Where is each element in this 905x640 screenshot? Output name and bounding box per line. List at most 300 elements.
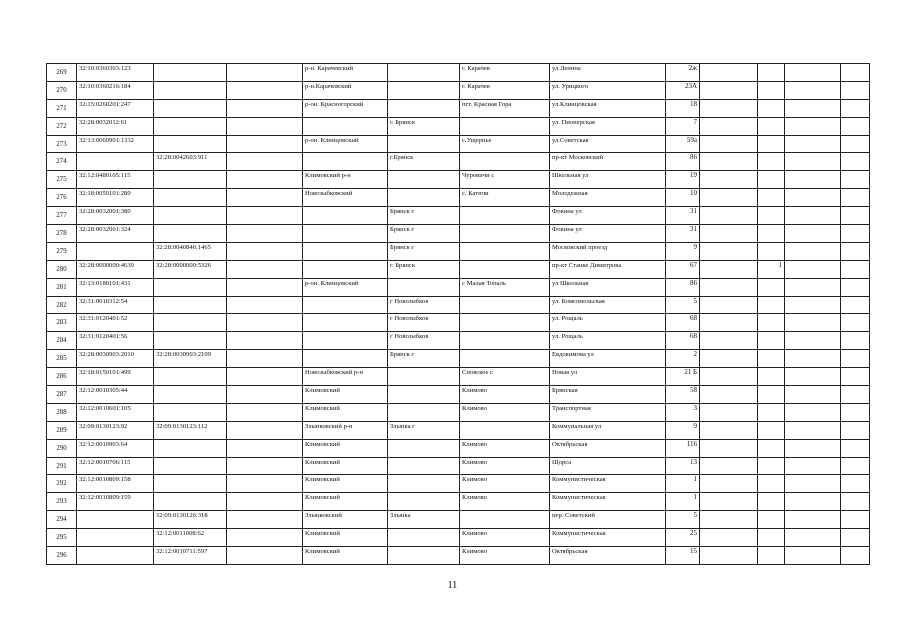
district <box>303 260 388 278</box>
extra-col-1 <box>700 242 758 260</box>
extra-col-4 <box>841 421 870 439</box>
district: Новозыбковский <box>303 189 388 207</box>
extra-col-4 <box>841 332 870 350</box>
row-number: 270 <box>47 81 77 99</box>
street: ул. Пионерская <box>550 117 666 135</box>
empty-col <box>227 225 303 243</box>
row-number: 293 <box>47 493 77 511</box>
extra-col-1 <box>700 260 758 278</box>
row-number: 276 <box>47 189 77 207</box>
extra-col-4 <box>841 135 870 153</box>
extra-col-4 <box>841 278 870 296</box>
settlement <box>460 153 550 171</box>
extra-col-4 <box>841 189 870 207</box>
settlement <box>460 350 550 368</box>
city <box>388 171 460 189</box>
city: г.Брянск <box>388 153 460 171</box>
house-number: 67 <box>666 260 700 278</box>
extra-col-2 <box>758 296 785 314</box>
cadastral-number: 32:12:0480105:115 <box>77 171 154 189</box>
table-row <box>47 511 870 529</box>
extra-col-3 <box>785 547 841 565</box>
cadastral-number-2: 32:12:0011008:62 <box>154 529 227 547</box>
extra-col-3 <box>785 81 841 99</box>
extra-col-4 <box>841 368 870 386</box>
house-number: 13 <box>666 457 700 475</box>
empty-col <box>227 439 303 457</box>
extra-col-3 <box>785 457 841 475</box>
extra-col-1 <box>700 135 758 153</box>
row-number: 269 <box>47 64 77 82</box>
empty-col <box>227 421 303 439</box>
extra-col-3 <box>785 439 841 457</box>
cadastral-number-2: 32:28:0030903:2109 <box>154 350 227 368</box>
cadastral-number-2 <box>154 64 227 82</box>
extra-col-3 <box>785 135 841 153</box>
table-row <box>47 439 870 457</box>
settlement: Климово <box>460 475 550 493</box>
cadastral-number: 32:09:0130123:92 <box>77 421 154 439</box>
extra-col-4 <box>841 225 870 243</box>
street: Коммунистическая <box>550 493 666 511</box>
table-row <box>47 493 870 511</box>
extra-col-2 <box>758 332 785 350</box>
extra-col-2: 1 <box>758 260 785 278</box>
extra-col-4 <box>841 547 870 565</box>
row-number: 295 <box>47 529 77 547</box>
house-number: 19 <box>666 171 700 189</box>
extra-col-1 <box>700 386 758 404</box>
district: Климовский <box>303 475 388 493</box>
street: Новая ул <box>550 368 666 386</box>
cadastral-number-2 <box>154 225 227 243</box>
extra-col-4 <box>841 439 870 457</box>
row-number: 278 <box>47 225 77 243</box>
district: Климовский <box>303 403 388 421</box>
extra-col-3 <box>785 189 841 207</box>
district: Климовский <box>303 547 388 565</box>
extra-col-3 <box>785 278 841 296</box>
city: Злынка г <box>388 421 460 439</box>
city <box>388 135 460 153</box>
street: Молодежная <box>550 189 666 207</box>
table-row <box>47 529 870 547</box>
city <box>388 493 460 511</box>
city <box>388 386 460 404</box>
empty-col <box>227 457 303 475</box>
table-row <box>47 403 870 421</box>
extra-col-1 <box>700 511 758 529</box>
district: Климовский р-н <box>303 171 388 189</box>
cadastral-number: 32:12:0010601:105 <box>77 403 154 421</box>
district <box>303 242 388 260</box>
cadastral-number-2 <box>154 332 227 350</box>
house-number: 2ж <box>666 64 700 82</box>
cadastral-number: 32:15:0260201:247 <box>77 99 154 117</box>
extra-col-1 <box>700 117 758 135</box>
extra-col-2 <box>758 64 785 82</box>
street: ул Школьная <box>550 278 666 296</box>
extra-col-4 <box>841 350 870 368</box>
extra-col-3 <box>785 207 841 225</box>
city: г. Брянск <box>388 260 460 278</box>
district: Климовский <box>303 457 388 475</box>
extra-col-1 <box>700 475 758 493</box>
row-number: 294 <box>47 511 77 529</box>
house-number: 7 <box>666 117 700 135</box>
extra-col-4 <box>841 386 870 404</box>
extra-col-2 <box>758 457 785 475</box>
settlement <box>460 421 550 439</box>
row-number: 291 <box>47 457 77 475</box>
city <box>388 547 460 565</box>
cadastral-number-2 <box>154 135 227 153</box>
row-number: 296 <box>47 547 77 565</box>
house-number: 9 <box>666 242 700 260</box>
cadastral-number-2 <box>154 117 227 135</box>
cadastral-number-2: 32:09:0130126:318 <box>154 511 227 529</box>
table-row <box>47 350 870 368</box>
district: Климовский <box>303 493 388 511</box>
district: Злынковский р-н <box>303 421 388 439</box>
cadastral-number: 32:28:0032001:380 <box>77 207 154 225</box>
extra-col-4 <box>841 99 870 117</box>
cadastral-number-2 <box>154 171 227 189</box>
empty-col <box>227 135 303 153</box>
settlement: с. Катичи <box>460 189 550 207</box>
empty-col <box>227 99 303 117</box>
empty-col <box>227 314 303 332</box>
city: Злынка <box>388 511 460 529</box>
cadastral-number-2: 32:09:0130123:112 <box>154 421 227 439</box>
settlement: пгт. Красная Гора <box>460 99 550 117</box>
extra-col-2 <box>758 475 785 493</box>
house-number: 116 <box>666 439 700 457</box>
district <box>303 296 388 314</box>
cadastral-number <box>77 511 154 529</box>
extra-col-3 <box>785 171 841 189</box>
table-row <box>47 475 870 493</box>
extra-col-2 <box>758 314 785 332</box>
row-number: 279 <box>47 242 77 260</box>
extra-col-4 <box>841 207 870 225</box>
extra-col-4 <box>841 457 870 475</box>
district: Климовский <box>303 386 388 404</box>
cadastral-number: 32:12:0010903:64 <box>77 439 154 457</box>
street: Евдокимова ул <box>550 350 666 368</box>
settlement: г. Карачев <box>460 81 550 99</box>
house-number: 31 <box>666 225 700 243</box>
extra-col-3 <box>785 529 841 547</box>
settlement: Климово <box>460 457 550 475</box>
cadastral-number: 32:31:0120401:56 <box>77 332 154 350</box>
city: г Новозыбков <box>388 296 460 314</box>
district: р-н. Карачевский <box>303 64 388 82</box>
district <box>303 350 388 368</box>
district <box>303 332 388 350</box>
empty-col <box>227 332 303 350</box>
cadastral-number: 32:31:0010312:54 <box>77 296 154 314</box>
house-number: 59а <box>666 135 700 153</box>
settlement: Климово <box>460 403 550 421</box>
district <box>303 225 388 243</box>
register-table <box>46 63 870 565</box>
extra-col-2 <box>758 207 785 225</box>
row-number: 284 <box>47 332 77 350</box>
extra-col-3 <box>785 260 841 278</box>
extra-col-1 <box>700 332 758 350</box>
extra-col-2 <box>758 81 785 99</box>
house-number: 15 <box>666 547 700 565</box>
empty-col <box>227 242 303 260</box>
street: ул. Рощаль <box>550 314 666 332</box>
table-row <box>47 64 870 82</box>
cadastral-number-2: 32:28:0042603:911 <box>154 153 227 171</box>
extra-col-1 <box>700 64 758 82</box>
house-number: 9 <box>666 421 700 439</box>
cadastral-number-2 <box>154 368 227 386</box>
table-row <box>47 171 870 189</box>
street: ул. Рощаль <box>550 332 666 350</box>
cadastral-number: 32:28:0000000:4639 <box>77 260 154 278</box>
extra-col-3 <box>785 386 841 404</box>
cadastral-number <box>77 529 154 547</box>
table-row <box>47 81 870 99</box>
settlement <box>460 332 550 350</box>
extra-col-2 <box>758 189 785 207</box>
extra-col-2 <box>758 225 785 243</box>
extra-col-1 <box>700 296 758 314</box>
table-row <box>47 135 870 153</box>
street: Октябрьская <box>550 547 666 565</box>
district: Новозыбковский р-н <box>303 368 388 386</box>
cadastral-number-2 <box>154 189 227 207</box>
settlement <box>460 314 550 332</box>
cadastral-number: 32:28:0032012:61 <box>77 117 154 135</box>
table-row <box>47 547 870 565</box>
settlement: Климово <box>460 493 550 511</box>
cadastral-number-2 <box>154 278 227 296</box>
extra-col-2 <box>758 99 785 117</box>
district: Злынковский <box>303 511 388 529</box>
empty-col <box>227 547 303 565</box>
extra-col-2 <box>758 439 785 457</box>
street: Брянская <box>550 386 666 404</box>
street: Коммунистическая <box>550 529 666 547</box>
extra-col-2 <box>758 403 785 421</box>
page-number: 11 <box>447 580 458 591</box>
street: ул. Урицкого <box>550 81 666 99</box>
house-number: 2 <box>666 350 700 368</box>
extra-col-1 <box>700 189 758 207</box>
empty-col <box>227 493 303 511</box>
street: Московский проезд <box>550 242 666 260</box>
extra-col-1 <box>700 99 758 117</box>
row-number: 289 <box>47 421 77 439</box>
empty-col <box>227 260 303 278</box>
city <box>388 64 460 82</box>
table-row <box>47 260 870 278</box>
extra-col-1 <box>700 403 758 421</box>
settlement: с Малая Топаль <box>460 278 550 296</box>
table-row <box>47 278 870 296</box>
row-number: 285 <box>47 350 77 368</box>
extra-col-2 <box>758 493 785 511</box>
extra-col-2 <box>758 529 785 547</box>
settlement <box>460 207 550 225</box>
house-number: 86 <box>666 153 700 171</box>
cadastral-number-2: 32:28:0040846:1465 <box>154 242 227 260</box>
cadastral-number-2 <box>154 439 227 457</box>
street: пр-кт Станке Димитрова <box>550 260 666 278</box>
empty-col <box>227 511 303 529</box>
extra-col-4 <box>841 64 870 82</box>
cadastral-number <box>77 153 154 171</box>
empty-col <box>227 475 303 493</box>
house-number: 1 <box>666 493 700 511</box>
house-number: 58 <box>666 386 700 404</box>
cadastral-number-2 <box>154 81 227 99</box>
city: Брянск г <box>388 207 460 225</box>
empty-col <box>227 171 303 189</box>
cadastral-number-2: 32:28:0000000:5326 <box>154 260 227 278</box>
house-number: 3 <box>666 403 700 421</box>
extra-col-3 <box>785 350 841 368</box>
extra-col-4 <box>841 493 870 511</box>
extra-col-3 <box>785 493 841 511</box>
extra-col-3 <box>785 225 841 243</box>
cadastral-number: 32:10:0360216:184 <box>77 81 154 99</box>
settlement <box>460 296 550 314</box>
table-row <box>47 225 870 243</box>
table-row <box>47 386 870 404</box>
row-number: 271 <box>47 99 77 117</box>
extra-col-1 <box>700 547 758 565</box>
house-number: 18 <box>666 99 700 117</box>
extra-col-2 <box>758 242 785 260</box>
extra-col-1 <box>700 314 758 332</box>
extra-col-2 <box>758 368 785 386</box>
extra-col-3 <box>785 421 841 439</box>
district <box>303 314 388 332</box>
settlement: Климово <box>460 529 550 547</box>
extra-col-3 <box>785 64 841 82</box>
street: ул. Комсомольская <box>550 296 666 314</box>
street: Фокина ул <box>550 225 666 243</box>
house-number: 25 <box>666 529 700 547</box>
extra-col-4 <box>841 242 870 260</box>
house-number: 1 <box>666 475 700 493</box>
cadastral-number: 32:12:0010305:44 <box>77 386 154 404</box>
street: Фокина ул <box>550 207 666 225</box>
row-number: 288 <box>47 403 77 421</box>
cadastral-number-2 <box>154 475 227 493</box>
cadastral-number-2 <box>154 386 227 404</box>
extra-col-4 <box>841 475 870 493</box>
city: г Новозыбков <box>388 314 460 332</box>
extra-col-1 <box>700 439 758 457</box>
extra-col-4 <box>841 153 870 171</box>
street: Школьная ул <box>550 171 666 189</box>
row-number: 275 <box>47 171 77 189</box>
city <box>388 278 460 296</box>
extra-col-3 <box>785 368 841 386</box>
register-body <box>47 64 870 565</box>
extra-col-2 <box>758 117 785 135</box>
extra-col-1 <box>700 350 758 368</box>
empty-col <box>227 81 303 99</box>
cadastral-number-2 <box>154 493 227 511</box>
settlement <box>460 225 550 243</box>
district: р-он. Клинцовский <box>303 135 388 153</box>
cadastral-number: 32:28:0032001:324 <box>77 225 154 243</box>
district <box>303 153 388 171</box>
empty-col <box>227 386 303 404</box>
extra-col-1 <box>700 225 758 243</box>
table-row <box>47 117 870 135</box>
row-number: 273 <box>47 135 77 153</box>
table-row <box>47 457 870 475</box>
settlement <box>460 242 550 260</box>
district <box>303 207 388 225</box>
empty-col <box>227 153 303 171</box>
extra-col-1 <box>700 368 758 386</box>
row-number: 274 <box>47 153 77 171</box>
extra-col-2 <box>758 386 785 404</box>
empty-col <box>227 368 303 386</box>
empty-col <box>227 403 303 421</box>
extra-col-4 <box>841 117 870 135</box>
extra-col-4 <box>841 171 870 189</box>
extra-col-4 <box>841 296 870 314</box>
street: ул.Советская <box>550 135 666 153</box>
extra-col-1 <box>700 421 758 439</box>
extra-col-3 <box>785 403 841 421</box>
cadastral-number-2: 32:12:0010711:597 <box>154 547 227 565</box>
table-row <box>47 207 870 225</box>
house-number: 23А <box>666 81 700 99</box>
table-row <box>47 242 870 260</box>
street: ул.Ленина <box>550 64 666 82</box>
extra-col-2 <box>758 350 785 368</box>
settlement <box>460 511 550 529</box>
extra-col-2 <box>758 511 785 529</box>
city <box>388 529 460 547</box>
row-number: 281 <box>47 278 77 296</box>
cadastral-number: 32:18:0050101:280 <box>77 189 154 207</box>
settlement: Климово <box>460 439 550 457</box>
row-number: 283 <box>47 314 77 332</box>
cadastral-number: 32:28:0030903:2010 <box>77 350 154 368</box>
house-number: 21 Б <box>666 368 700 386</box>
row-number: 280 <box>47 260 77 278</box>
district: Климовский <box>303 439 388 457</box>
settlement <box>460 260 550 278</box>
extra-col-3 <box>785 475 841 493</box>
cadastral-number <box>77 242 154 260</box>
table-row <box>47 421 870 439</box>
extra-col-4 <box>841 529 870 547</box>
empty-col <box>227 189 303 207</box>
cadastral-number: 32:13:0180101:431 <box>77 278 154 296</box>
extra-col-3 <box>785 332 841 350</box>
street: Коммунальная ул <box>550 421 666 439</box>
city <box>388 99 460 117</box>
table-row <box>47 368 870 386</box>
house-number: 31 <box>666 207 700 225</box>
row-number: 272 <box>47 117 77 135</box>
settlement: Сновское с <box>460 368 550 386</box>
